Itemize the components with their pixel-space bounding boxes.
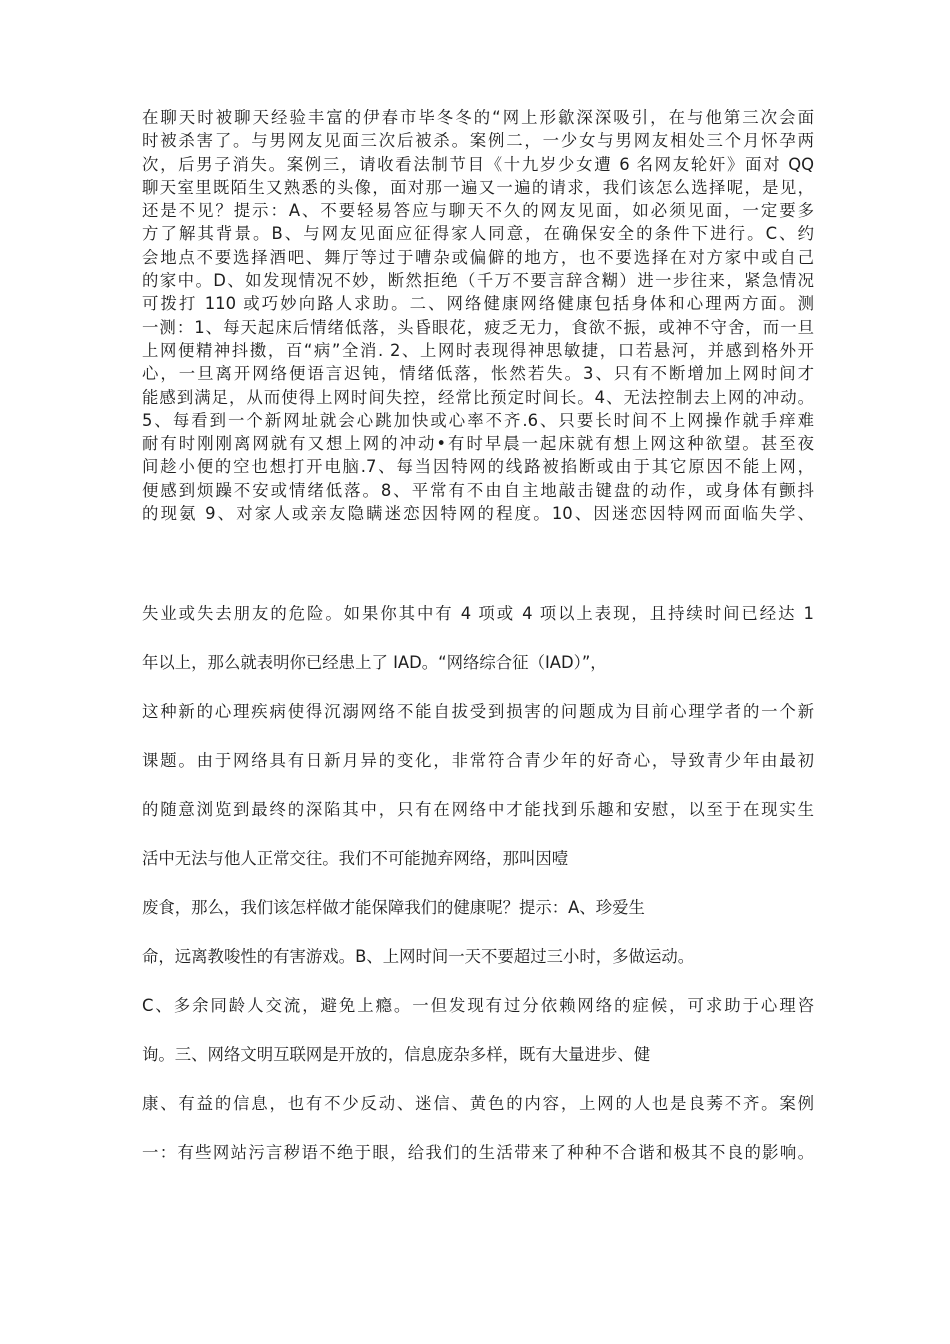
text-line: 能感到满足，从而使得上网时间失控，经常比预定时间长。4、无法控制去上网的冲动。 — [142, 387, 814, 407]
dense-paragraph — [142, 106, 814, 525]
text-line: 的随意浏览到最终的深陷其中，只有在网络中才能找到乐趣和安慰，以至于在现实生 — [142, 800, 814, 819]
text-line: 这种新的心理疾病使得沉溺网络不能自拔受到损害的问题成为目前心理学者的一个新 — [142, 702, 814, 721]
text-line: C、多余同龄人交流，避免上瘾。一但发现有过分依赖网络的症候，可求助于心理咨 — [142, 996, 814, 1015]
text-line: 的现氨 9、对家人或亲友隐瞒迷恋因特网的程度。10、因迷恋因特网而面临失学、 — [142, 504, 814, 524]
text-line: 聊天室里既陌生又熟悉的头像，面对那一遍又一遍的请求，我们该怎么选择呢，是见， — [142, 177, 814, 197]
text-line: 一测：1、每天起床后情绪低落，头昏眼花，疲乏无力，食欲不振，或神不守舍，而一旦 — [142, 317, 814, 337]
text-line: 询。三、网络文明互联网是开放的，信息庞杂多样，既有大量进步、健 — [142, 1045, 651, 1064]
text-line: 5、每看到一个新网址就会心跳加快或心率不齐.6、只要长时间不上网操作就手痒难 — [142, 410, 814, 430]
text-line: 还是不见？提示：A、不要轻易答应与聊天不久的网友见面，如必须见面，一定要多 — [142, 201, 814, 221]
text-line: 便感到烦躁不安或情绪低落。8、平常有不由自主地敲击键盘的动作，或身体有颤抖 — [142, 480, 814, 500]
text-line: 命，远离教唆性的有害游戏。B、上网时间一天不要超过三小时，多做运动。 — [142, 947, 695, 966]
loose-paragraph — [142, 603, 814, 1191]
text-line: 的家中。D、如发现情况不妙，断然拒绝（千万不要言辞含糊）进一步往来，紧急情况 — [142, 271, 814, 291]
text-line: 失业或失去朋友的危险。如果你其中有 4 项或 4 项以上表现，且持续时间已经达 1 — [142, 604, 814, 623]
text-line: 时被杀害了。与男网友见面三次后被杀。案例二，一少女与男网友相处三个月怀孕两 — [142, 131, 814, 151]
text-line: 上网便精神抖擞，百“病”全消. 2、上网时表现得神思敏捷，口若悬河，并感到格外开 — [142, 340, 814, 360]
text-line: 会地点不要选择酒吧、舞厅等过于嘈杂或偏僻的地方，也不要选择在对方家中或自己 — [142, 247, 814, 267]
text-line: 耐有时刚刚离网就有又想上网的冲动•有时早晨一起床就有想上网这种欲望。甚至夜 — [142, 434, 814, 454]
text-line: 次，后男子消失。案例三，请收看法制节目《十九岁少女遭 6 名网友轮奸》面对 QQ — [142, 154, 814, 174]
text-line: 年以上，那么就表明你已经患上了 IAD。“网络综合征（IAD）”， — [142, 653, 607, 672]
text-line: 心，一旦离开网络便语言迟钝，情绪低落，怅然若失。3、只有不断增加上网时间才 — [142, 364, 814, 384]
text-line: 间趁小便的空也想打开电脑.7、每当因特网的线路被掐断或由于其它原因不能上网， — [142, 457, 814, 477]
text-line: 可拨打 110 或巧妙向路人求助。二、网络健康网络健康包括身体和心理两方面。测 — [142, 294, 814, 314]
text-line: 方了解其背景。B、与网友见面应征得家人同意，在确保安全的条件下进行。C、约 — [142, 224, 814, 244]
text-line: 课题。由于网络具有日新月异的变化，非常符合青少年的好奇心，导致青少年由最初 — [142, 751, 814, 770]
text-line: 在聊天时被聊天经验丰富的伊春市毕冬冬的“网上形歙深深吸引，在与他第三次会面 — [142, 108, 814, 127]
text-line: 废食，那么，我们该怎样做才能保障我们的健康呢？提示：A、珍爱生 — [142, 898, 645, 917]
text-line: 活中无法与他人正常交往。我们不可能抛弃网络，那叫因噎 — [142, 849, 569, 868]
text-line: 一：有些网站污言秽语不绝于眼，给我们的生活带来了种种不合谐和极其不良的影响。 — [142, 1143, 814, 1162]
text-line: 康、有益的信息，也有不少反动、迷信、黄色的内容，上网的人也是良莠不齐。案例 — [142, 1094, 814, 1113]
